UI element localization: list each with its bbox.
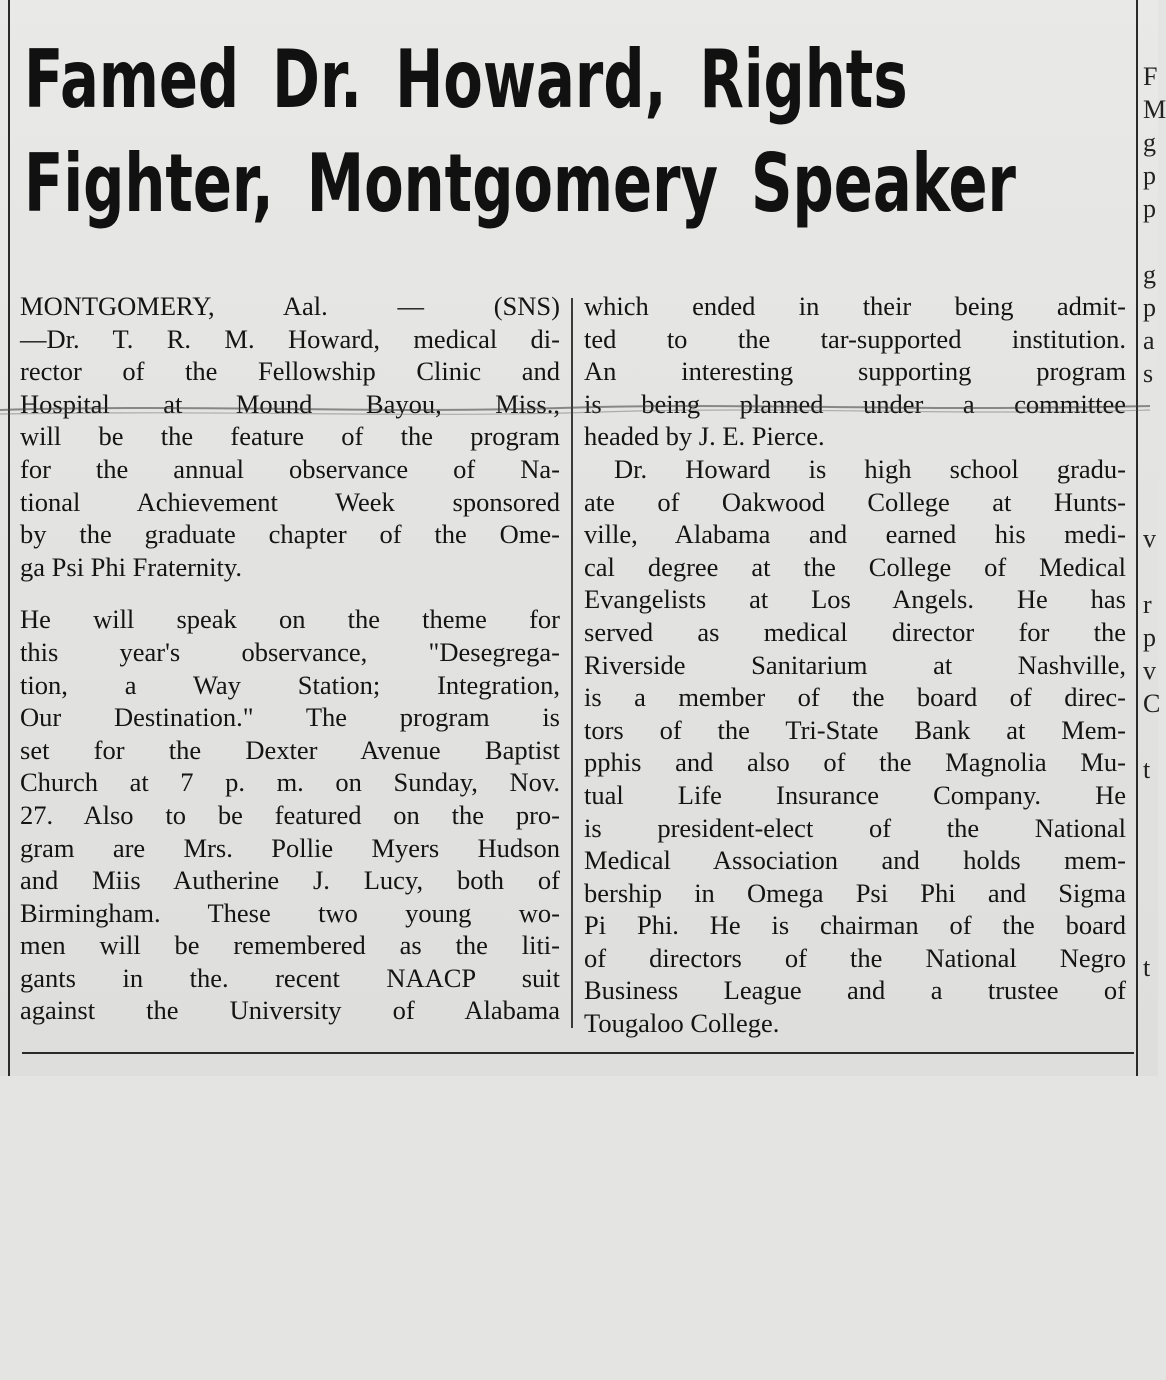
fragment-char bbox=[1143, 1017, 1158, 1050]
text-line: Pi Phi. He is chairman of the board bbox=[584, 910, 1126, 941]
text-line: by the graduate chapter of the Ome- bbox=[20, 519, 560, 550]
right-paragraph-2 bbox=[584, 453, 1126, 1040]
text-line: is president-elect of the National bbox=[584, 812, 1126, 843]
fragment-char: p bbox=[1143, 293, 1156, 322]
fragment-char bbox=[1143, 852, 1158, 885]
fragment-char bbox=[1143, 225, 1158, 258]
fragment-char: r bbox=[1143, 590, 1152, 619]
fragment-char bbox=[1143, 1347, 1158, 1380]
text-line: Riverside Sanitarium at Nashville, bbox=[584, 649, 1126, 680]
text-line: gants in the. recent NAACP suit bbox=[20, 962, 560, 993]
text-line: tion, a Way Station; Integration, bbox=[20, 669, 560, 700]
text-line: bership in Omega Psi Phi and Sigma bbox=[584, 877, 1126, 908]
fragment-char bbox=[1143, 885, 1158, 918]
fragment-char: t bbox=[1143, 953, 1151, 982]
article-left-column bbox=[20, 290, 560, 1027]
fragment-char bbox=[1143, 1149, 1158, 1182]
text-line: gram are Mrs. Pollie Myers Hudson bbox=[20, 832, 560, 863]
text-line: against the University of Alabama bbox=[20, 995, 560, 1026]
fragment-char bbox=[1143, 1083, 1158, 1116]
text-line: is being planned under a committee bbox=[584, 388, 1126, 419]
bottom-rule bbox=[22, 1052, 1134, 1054]
text-line: Tougaloo College. bbox=[584, 1008, 780, 1039]
fragment-char: t bbox=[1143, 755, 1151, 784]
fragment-char: g bbox=[1143, 260, 1156, 289]
text-line: ted to the tar-supported institution. bbox=[584, 323, 1126, 354]
text-line: of directors of the National Negro bbox=[584, 942, 1126, 973]
text-line: Birmingham. These two young wo- bbox=[20, 897, 560, 928]
text-line: this year's observance, "Desegrega- bbox=[20, 636, 560, 667]
text-line: ate of Oakwood College at Hunts- bbox=[584, 486, 1126, 517]
right-column-rule bbox=[1136, 0, 1138, 1076]
text-line: tors of the Tri-State Bank at Mem- bbox=[584, 714, 1126, 745]
fragment-char: F bbox=[1143, 62, 1158, 91]
text-line: Medical Association and holds mem- bbox=[584, 845, 1126, 876]
fragment-char: p bbox=[1143, 194, 1156, 223]
fragment-char: v bbox=[1143, 656, 1156, 685]
headline-line-1: Famed Dr. Howard, Rights bbox=[24, 33, 908, 126]
fragment-char bbox=[1143, 555, 1158, 588]
fragment-char: p bbox=[1143, 623, 1156, 652]
text-line: Evangelists at Los Angels. He has bbox=[584, 584, 1126, 615]
fragment-char: v bbox=[1143, 524, 1156, 553]
fragment-char bbox=[1143, 390, 1158, 423]
fragment-char bbox=[1143, 456, 1158, 489]
fragment-char bbox=[1143, 1182, 1158, 1215]
text-line: He will speak on the theme for bbox=[20, 604, 560, 635]
text-line: served as medical director for the bbox=[584, 616, 1126, 647]
text-line: Business League and a trustee of bbox=[584, 975, 1126, 1006]
fragment-char bbox=[1143, 819, 1158, 852]
fragment-char: C bbox=[1143, 689, 1161, 718]
fragment-char bbox=[1143, 1314, 1158, 1347]
fragment-char bbox=[1143, 984, 1158, 1017]
text-line: set for the Dexter Avenue Baptist bbox=[20, 734, 560, 765]
left-column-rule bbox=[8, 0, 10, 1076]
fragment-char: a bbox=[1143, 326, 1155, 355]
text-line: MONTGOMERY, Aal. — (SNS) bbox=[20, 291, 560, 321]
text-line: is a member of the board of direc- bbox=[584, 682, 1126, 713]
text-line: tual Life Insurance Company. He bbox=[584, 779, 1126, 810]
text-line: men will be remembered as the liti- bbox=[20, 930, 560, 961]
text-line: —Dr. T. R. M. Howard, medical di- bbox=[20, 323, 560, 354]
text-line: ga Psi Phi Fraternity. bbox=[20, 551, 243, 582]
text-line: which ended in their being admit- bbox=[584, 291, 1126, 321]
fragment-char bbox=[1143, 489, 1158, 522]
adjacent-column-fragment bbox=[1143, 60, 1166, 1380]
fragment-char bbox=[1143, 720, 1158, 753]
fragment-char bbox=[1143, 423, 1158, 456]
fragment-char bbox=[1143, 1248, 1158, 1281]
text-line: and Miis Autherine J. Lucy, both of bbox=[20, 865, 560, 896]
text-line: Our Destination." The program is bbox=[20, 702, 560, 733]
fragment-char bbox=[1143, 1116, 1158, 1149]
text-line: pphis and also of the Magnolia Mu- bbox=[584, 747, 1126, 778]
fragment-char bbox=[1143, 918, 1158, 951]
right-paragraph-1 bbox=[584, 290, 1126, 453]
text-line: 27. Also to be featured on the pro- bbox=[20, 799, 560, 830]
text-line: will be the feature of the program bbox=[20, 421, 560, 452]
text-line: ville, Alabama and earned his medi- bbox=[584, 519, 1126, 550]
headline bbox=[24, 28, 1133, 236]
text-line: tional Achievement Week sponsored bbox=[20, 486, 560, 517]
text-line: Church at 7 p. m. on Sunday, Nov. bbox=[20, 767, 560, 798]
text-line: An interesting supporting program bbox=[584, 356, 1126, 387]
left-paragraph-2 bbox=[20, 603, 560, 1027]
fragment-char: g bbox=[1143, 128, 1156, 157]
fragment-char: M bbox=[1143, 95, 1166, 124]
left-paragraph-1 bbox=[20, 290, 560, 583]
fragment-char bbox=[1143, 1281, 1158, 1314]
fragment-char: s bbox=[1143, 359, 1154, 388]
fragment-char: p bbox=[1143, 161, 1156, 190]
center-column-rule bbox=[571, 298, 573, 1028]
text-line: Dr. Howard is high school gradu- bbox=[614, 453, 1126, 484]
text-line: cal degree at the College of Medical bbox=[584, 551, 1126, 582]
text-line: Hospital at Mound Bayou, Miss., bbox=[20, 388, 560, 419]
fragment-char bbox=[1143, 786, 1158, 819]
headline-line-2: Fighter, Montgomery Speaker bbox=[24, 137, 1016, 230]
text-line: headed by J. E. Pierce. bbox=[584, 421, 825, 452]
text-line: for the annual observance of Na- bbox=[20, 453, 560, 484]
text-line: rector of the Fellowship Clinic and bbox=[20, 356, 560, 387]
article-right-column bbox=[584, 290, 1126, 1040]
fragment-char bbox=[1143, 1215, 1158, 1248]
fragment-char bbox=[1143, 1050, 1158, 1083]
